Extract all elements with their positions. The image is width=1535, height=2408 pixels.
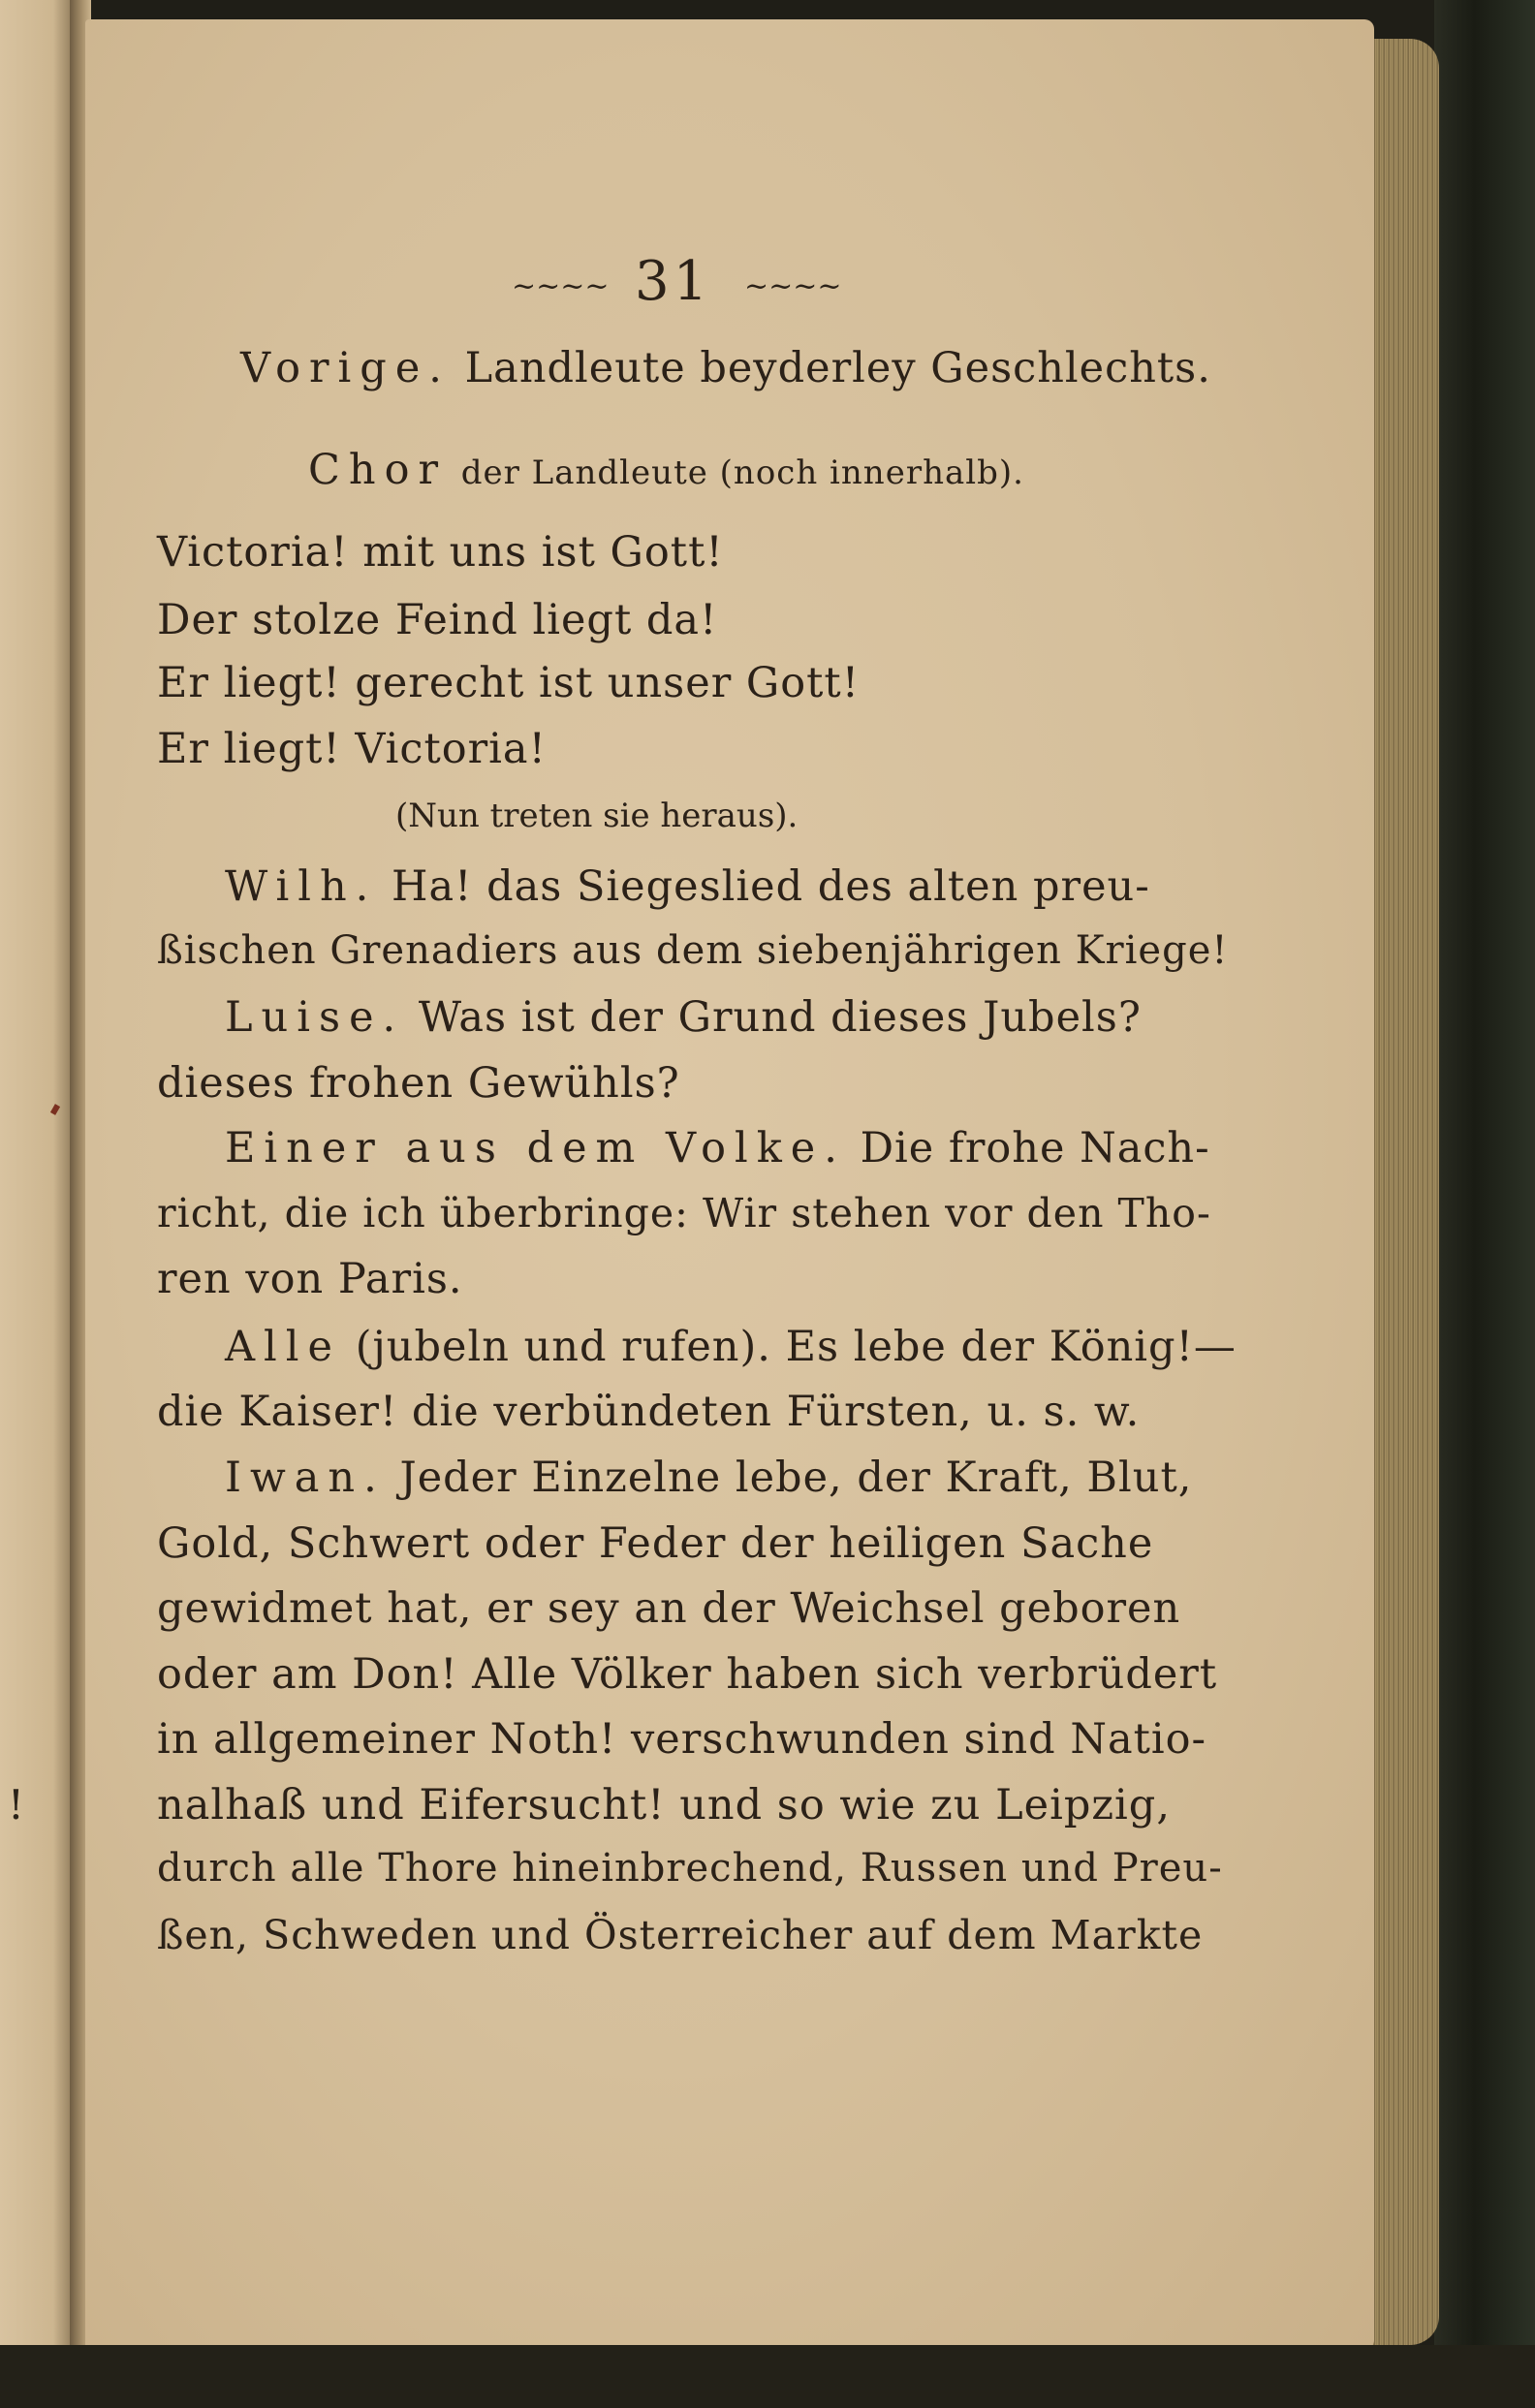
text-line-6: Er liegt! Victoria!: [157, 725, 547, 773]
line-text: (jubeln und rufen). Es lebe der König!—: [355, 1323, 1237, 1371]
text-line-15: [225, 1323, 1237, 1371]
line-text: Die frohe Nach-: [860, 1124, 1210, 1173]
bottom-background: [0, 2345, 1535, 2408]
text-line-24: ßen, Schweden und Österreicher auf dem Markte: [157, 1912, 1204, 1958]
left-page-red-mark: [50, 1104, 60, 1115]
text-line-18: Gold, Schwert oder Feder der heiligen Sache: [157, 1519, 1154, 1568]
speaker: Einer aus dem Volke.: [225, 1124, 846, 1173]
line-text: Ha! das Siegeslied des alten preu-: [391, 862, 1150, 911]
line-text: der Landleute (noch innerhalb).: [460, 453, 1024, 492]
text-line-17: [225, 1454, 1192, 1502]
text-line-19: gewidmet hat, er sey an der Weichsel geboren: [157, 1584, 1181, 1633]
stage-direction: (Nun treten sie heraus).: [395, 797, 799, 835]
text-line-22: nalhaß und Eifersucht! und so wie zu Leipzig,: [157, 1781, 1171, 1829]
speaker: Wilh.: [225, 862, 378, 911]
text-line-8: [225, 862, 1150, 911]
line-text: Jeder Einzelne lebe, der Kraft, Blut,: [399, 1454, 1193, 1502]
left-page: [0, 0, 76, 2355]
text-line-14: ren von Paris.: [157, 1255, 463, 1303]
book-cover: [1434, 0, 1535, 2408]
speaker: Chor: [308, 446, 448, 494]
header-ornament-right: ~~~~: [744, 269, 842, 303]
left-page-mark: !: [8, 1781, 24, 1829]
header-ornament-left: ~~~~: [512, 269, 610, 303]
stage-line-2: [308, 446, 1024, 494]
text-line-3: Victoria! mit uns ist Gott!: [157, 528, 724, 577]
text-line-4: Der stolze Feind liegt da!: [157, 596, 718, 644]
text-line-5: Er liegt! gerecht ist unser Gott!: [157, 659, 860, 707]
text-line-10: [225, 993, 1142, 1042]
speaker: Luise.: [225, 993, 405, 1042]
speaker: Vorige.: [240, 344, 451, 392]
text-line-11: dieses frohen Gewühls?: [157, 1059, 680, 1108]
stage-line-1: [240, 344, 1211, 392]
line-text: Landleute beyderley Geschlechts.: [464, 344, 1211, 392]
text-line-23: durch alle Thore hineinbrechend, Russen und Preu-: [157, 1846, 1223, 1891]
text-line-13: richt, die ich überbringe: Wir stehen vor den Tho-: [157, 1190, 1211, 1236]
line-text: Was ist der Grund dieses Jubels?: [418, 993, 1142, 1042]
text-line-12: [225, 1124, 1210, 1173]
text-line-20: oder am Don! Alle Völker haben sich verbrüdert: [157, 1650, 1218, 1699]
speaker: Alle: [225, 1323, 342, 1371]
text-line-9: ßischen Grenadiers aus dem siebenjährigen Kriege!: [157, 928, 1229, 973]
speaker: Iwan.: [225, 1454, 386, 1502]
page-number: 31: [635, 250, 712, 313]
text-line-21: in allgemeiner Noth! verschwunden sind Natio-: [157, 1715, 1207, 1764]
text-line-16: die Kaiser! die verbündeten Fürsten, u. s. w.: [157, 1388, 1141, 1436]
